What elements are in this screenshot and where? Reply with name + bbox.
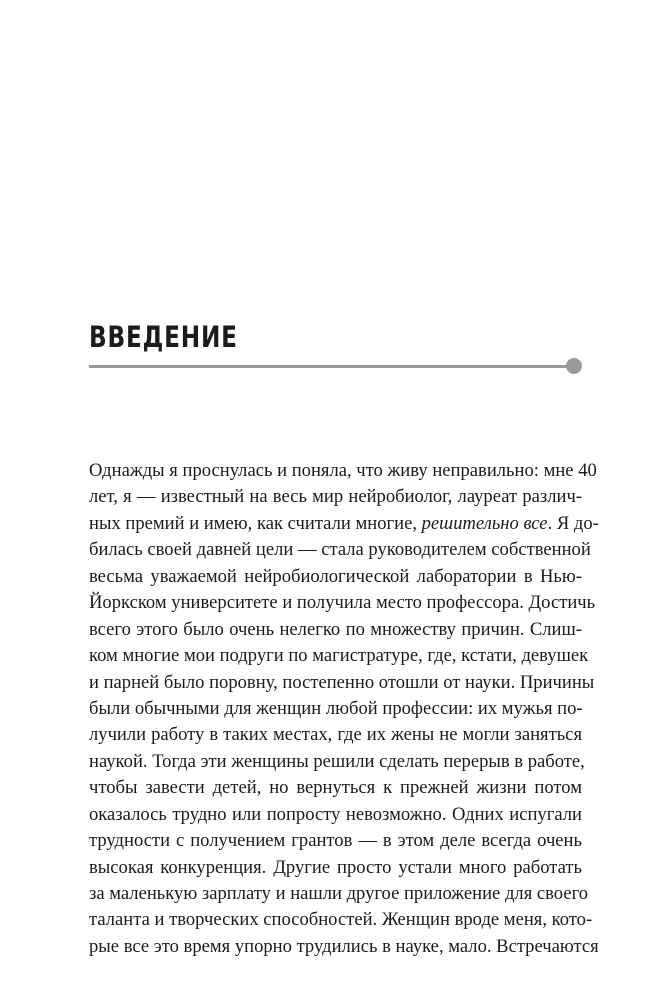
text-line: всего этого было очень нелегко по множеству причин. Слиш- [89,618,582,640]
text-line: наукой. Тогда эти женщины решили сделать перерыв в работе, [89,750,585,772]
text-line: Однажды я проснулась и поняла, что живу неправильно: мне 40 [89,460,597,481]
text-line: трудности с получением грантов — в этом деле всегда очень [89,830,582,852]
text-line: билась своей давней цели — стала руководителем собственной [89,539,591,561]
text-line: лет, я — известный на весь мир нейробиолог, лауреат различ- [89,486,582,508]
text-line: ком многие мои подруги по магистратуре, где, кстати, девушек [89,645,589,667]
text-line: чтобы завести детей, но вернуться к прежней жизни потом [89,777,582,799]
body-text [89,458,599,960]
text-fragment: . Я до- [547,512,599,534]
text-line: и парней было поровну, постепенно отошли от науки. Причины [89,671,595,693]
text-line: за маленькую зарплату и нашли другое приложение для своего [89,883,589,904]
text-line: Йоркском университете и получила место профессора. Достичь [89,592,596,614]
text-line: таланта и творческих способностей. Женщин вроде меня, кото- [89,909,593,931]
italic-emphasis: решительно все [421,512,548,534]
text-line [89,511,599,537]
text-line: оказалось трудно или попросту невозможно. Одних испугали [89,803,582,825]
heading-rule [89,365,567,368]
text-line: были обычными для женщин любой профессии: их мужья по- [89,697,583,719]
text-line: лучили работу в таких местах, где их жены не могли заняться [89,724,582,746]
heading-rule-dot [566,358,582,374]
text-fragment: ных премий и имею, как считали многие, [89,512,422,534]
text-line: весьма уважаемой нейробиологической лаборатории в Нью- [89,565,582,587]
text-line: высокая конкуренция. Другие просто устали много работать [89,856,582,878]
chapter-heading: ВВЕДЕНИЕ [89,320,238,354]
text-line: рые все это время упорно трудились в науке, мало. Встречаются [89,935,599,957]
